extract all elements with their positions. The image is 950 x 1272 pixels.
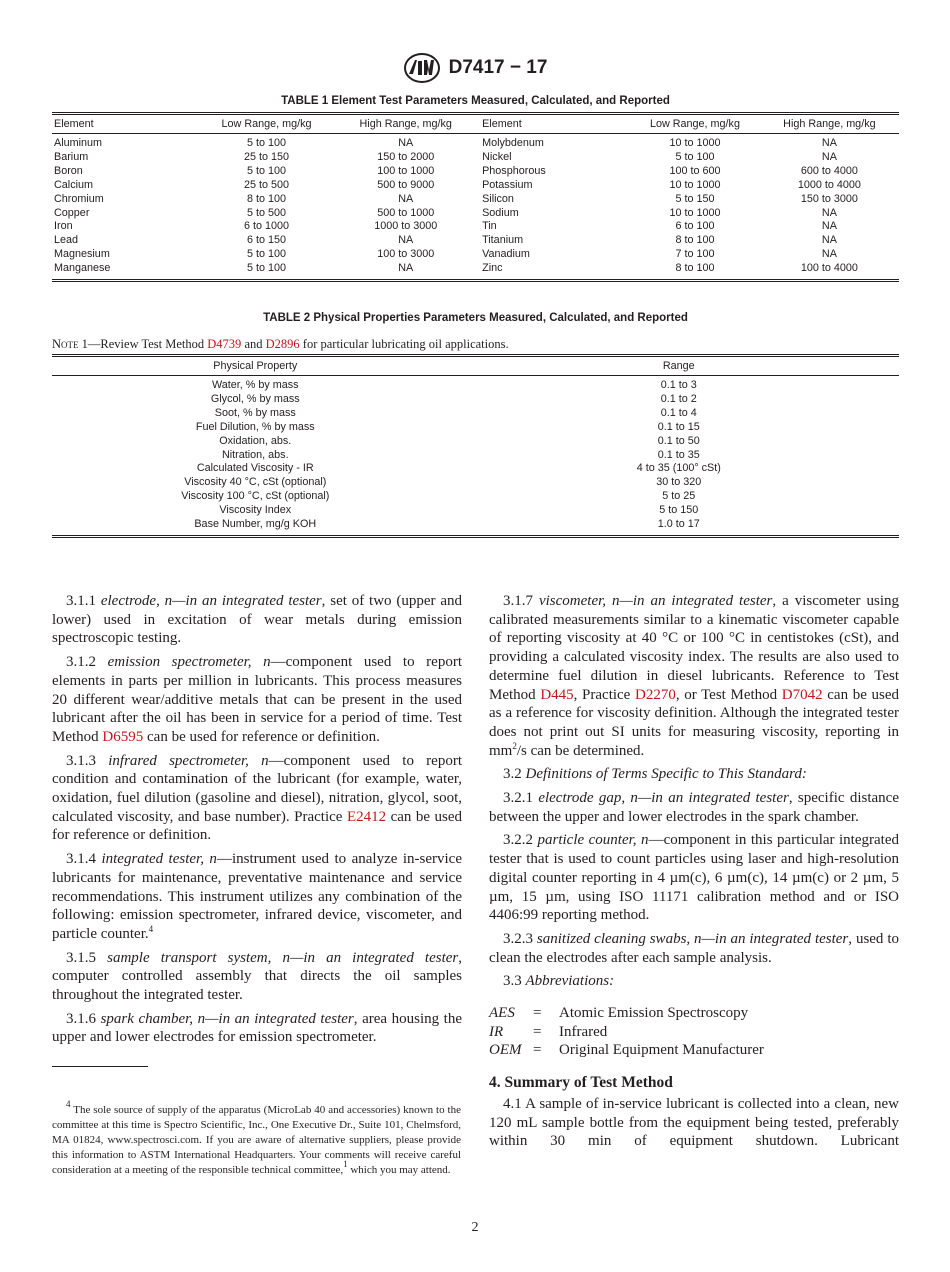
paragraph-text: 3.1.6 <box>66 1010 101 1027</box>
table-cell: Base Number, mg/g KOH <box>194 518 317 531</box>
table-cell: 100 to 1000 <box>377 164 435 177</box>
table-cell: Phosphorous <box>482 164 546 177</box>
table-cell: Manganese <box>54 262 111 275</box>
standard-link[interactable]: D2270 <box>634 686 676 703</box>
standard-link[interactable]: E2412 <box>346 808 387 825</box>
abbreviation-row <box>489 1023 899 1042</box>
abbreviation: IR <box>489 1023 504 1040</box>
note-text: for particular lubricating oil applications. <box>299 337 509 351</box>
abbreviation-row <box>489 1041 899 1060</box>
table-cell: Chromium <box>54 192 104 205</box>
table2-physical-properties <box>52 354 899 538</box>
table-row <box>52 504 899 518</box>
table-cell: NA <box>821 248 837 261</box>
table-row <box>52 248 899 262</box>
table2-header: Physical Property <box>213 360 298 372</box>
table-row <box>52 193 899 207</box>
table-cell: Silicon <box>482 192 514 205</box>
paragraph-text: , area housing the upper and lower electrodes for emission spectrometer. <box>52 1010 462 1046</box>
paragraph-text: can be used for reference or definition. <box>143 728 380 745</box>
table-cell: Iron <box>54 220 73 233</box>
table-row <box>52 151 899 165</box>
standard-link[interactable]: D6595 <box>102 728 144 745</box>
note-label: Note 1 <box>52 337 88 351</box>
table-cell: 5 to 150 <box>675 192 715 205</box>
table-cell: Water, % by mass <box>211 379 299 391</box>
table-cell: 10 to 1000 <box>669 178 721 191</box>
table2-caption: TABLE 2 Physical Properties Parameters Measured, Calculated, and Reported <box>263 312 688 324</box>
term-italic: electrode, n—in an integrated tester <box>100 593 322 609</box>
table-cell: Zinc <box>482 262 503 275</box>
link-d2896[interactable]: D2896 <box>265 337 300 351</box>
paragraph-text: —instrument used to analyze in-service lubricants for maintenance, preventative maintenance and service recommendations. This instrument utilizes any combination of the following: emission spectrometer, infrared device, viscometer, and particle counter. <box>52 851 462 942</box>
table1-header: Element <box>54 118 94 130</box>
table-cell: 500 to 9000 <box>377 178 435 191</box>
paragraph <box>52 592 462 648</box>
table1-header: Low Range, mg/kg <box>649 118 740 130</box>
table1-header: Element <box>482 118 522 130</box>
definition: Infrared <box>559 1023 608 1040</box>
table-cell: Copper <box>54 206 90 219</box>
table-cell: 30 to 320 <box>656 476 702 489</box>
table-row <box>52 165 899 179</box>
table-cell: 5 to 500 <box>247 206 287 219</box>
paragraph-text: /s can be determined. <box>516 742 645 759</box>
standard-link[interactable]: D7042 <box>781 686 823 703</box>
table-cell: Calcium <box>54 178 93 191</box>
table-cell: 1000 to 4000 <box>797 178 861 191</box>
table1-element-parameters <box>52 112 899 282</box>
table-cell: Aluminum <box>54 137 103 149</box>
table-cell: 0.1 to 3 <box>660 379 697 391</box>
paragraph <box>52 949 462 1005</box>
abbreviations-list <box>489 1004 899 1060</box>
table-cell: Barium <box>54 150 89 163</box>
standard-link[interactable]: D445 <box>540 686 574 703</box>
paragraph-text: , specific distance between the upper and lower electrodes in the spark chamber. <box>489 790 899 825</box>
abbreviation: OEM <box>489 1042 522 1059</box>
table-cell: NA <box>398 262 414 275</box>
table1-header: High Range, mg/kg <box>359 118 452 130</box>
table-cell: 100 to 600 <box>669 164 721 177</box>
table-row <box>52 376 899 393</box>
table-row <box>52 490 899 504</box>
paragraph <box>52 850 462 944</box>
paragraph-text: , a viscometer using calibrated measurements similar to a kinematic viscometer capable of reporting viscosity at 40 °C or 100 °C in centistokes (cSt), and providing a calculated viscosity index. The results are also used to determine fuel dilution in diesel lubricants. Reference to Test Method <box>489 593 899 703</box>
term-italic: sanitized cleaning swabs, n—in an integrated tester <box>536 930 849 947</box>
paragraph-text: 3.1.4 <box>66 851 102 868</box>
definition: Atomic Emission Spectroscopy <box>559 1005 749 1022</box>
paragraph-4-1: 4.1 A sample of in-service lubricant is collected into a clean, new 120 mL sample bottle from the equipment being tested, preferably within 30 min of equipment shutdown. Lubricant <box>489 1095 899 1150</box>
term-italic: emission spectrometer, n <box>107 654 271 671</box>
table-row <box>52 462 899 476</box>
table-cell: 10 to 1000 <box>669 137 721 149</box>
astm-logo-icon <box>403 52 441 84</box>
table-row <box>52 518 899 536</box>
paragraph <box>52 752 462 846</box>
table-cell: Molybdenum <box>482 137 544 149</box>
paragraph <box>52 653 462 747</box>
superscript: 2 <box>512 740 517 751</box>
table-cell: 150 to 2000 <box>377 150 435 163</box>
term-italic: electrode gap, n—in an integrated tester <box>538 790 789 807</box>
term-italic: particle counter, n <box>537 832 649 849</box>
table2-header: Range <box>662 360 695 372</box>
definition: Original Equipment Manufacturer <box>559 1042 764 1059</box>
table-cell: NA <box>398 192 414 205</box>
table-cell: Nitration, abs. <box>221 448 289 461</box>
table-cell: NA <box>821 220 837 233</box>
footnote-4 <box>52 1099 461 1178</box>
table-cell: Magnesium <box>54 248 110 261</box>
left-column <box>52 592 462 1052</box>
paragraph-text: , Practice <box>573 686 635 703</box>
table-row <box>52 407 899 421</box>
table1-header: High Range, mg/kg <box>783 118 876 130</box>
table-row <box>52 134 899 151</box>
table-cell: NA <box>398 234 414 247</box>
page-number: 2 <box>471 1220 479 1235</box>
table-cell: Soot, % by mass <box>214 406 296 419</box>
footnote-text: which you may attend. <box>347 1164 451 1176</box>
paragraph <box>489 592 899 760</box>
paragraph-text: 3.2.2 <box>503 832 538 849</box>
superscript: 4 <box>148 923 154 934</box>
table-row <box>52 393 899 407</box>
paragraph <box>489 930 899 967</box>
paragraph-text: , set of two (upper and lower) used in excitation of wear metals during emission spectroscopic testing. <box>52 593 463 647</box>
table1-caption: TABLE 1 Element Test Parameters Measured, Calculated, and Reported <box>281 95 670 107</box>
paragraph-text: , or Test Method <box>675 686 782 703</box>
paragraph <box>489 972 899 991</box>
equals: = <box>533 1023 542 1040</box>
equals: = <box>533 1042 542 1059</box>
table-row <box>52 179 899 193</box>
table-cell: 6 to 150 <box>247 234 287 247</box>
paragraph-text: can be used as a reference for viscosity definition. Although the integrated tester does not print out SI units for measuring viscosity, reporting in mm <box>489 686 899 759</box>
table-cell: NA <box>821 234 837 247</box>
table-cell: 8 to 100 <box>675 234 715 247</box>
term-italic: Abbreviations: <box>525 973 615 990</box>
table-row <box>52 234 899 248</box>
table-cell: 8 to 100 <box>247 192 287 205</box>
section-4-heading: 4. Summary of Test Method <box>489 1074 673 1092</box>
table-cell: Vanadium <box>482 248 530 261</box>
table-cell: 5 to 25 <box>662 490 696 503</box>
table-cell: 1000 to 3000 <box>374 220 438 233</box>
table-cell: Calculated Viscosity - IR <box>196 462 314 475</box>
table-cell: NA <box>398 137 414 149</box>
table-cell: 8 to 100 <box>675 262 715 275</box>
note-text: —Review Test Method <box>87 337 208 351</box>
table-cell: Glycol, % by mass <box>210 392 300 405</box>
table-cell: Sodium <box>482 206 519 219</box>
table-cell: 100 to 4000 <box>800 262 858 275</box>
term-italic: infrared spectrometer, n <box>108 752 269 769</box>
table-row <box>52 449 899 463</box>
table-cell: 6 to 1000 <box>244 220 290 233</box>
table-cell: Nickel <box>482 150 512 163</box>
term-italic: spark chamber, n—in an integrated tester <box>100 1010 354 1027</box>
paragraph-text: 3.3 <box>503 973 526 990</box>
table-cell: 7 to 100 <box>675 248 715 261</box>
table-cell: 10 to 1000 <box>669 206 721 219</box>
footnote-ref: 1 <box>343 1159 348 1169</box>
table-cell: Viscosity 40 °C, cSt (optional) <box>184 476 327 489</box>
paragraph-text: 3.2.1 <box>503 790 539 807</box>
paragraph <box>52 1010 462 1047</box>
table-cell: 500 to 1000 <box>377 206 435 219</box>
table-row <box>52 207 899 221</box>
table-row <box>52 476 899 490</box>
paragraph <box>489 789 899 826</box>
paragraph-text: 3.1.3 <box>66 752 109 769</box>
term-italic: sample transport system, n—in an integrated tester <box>107 949 459 966</box>
table-cell: 600 to 4000 <box>800 164 858 177</box>
footnote-text: The sole source of supply of the apparatus (MicroLab 40 and accessories) known to the committee at this time is Spectro Scientific, Inc., One Executive Dr., Suite 101, Chelmsford, MA 01824, www.spectrosci.com. If you are aware of alternative suppliers, please provide this information to ASTM International Headquarters. Your comments will receive careful consideration at a meeting of the responsible technical committee, <box>52 1104 461 1176</box>
paragraph-text: 3.1.7 <box>503 593 539 609</box>
table-cell: 5 to 100 <box>247 137 287 149</box>
link-d4739[interactable]: D4739 <box>207 337 242 351</box>
table-cell: 5 to 100 <box>675 150 715 163</box>
paragraph-text: , used to clean the electrodes after each sample analysis. <box>489 930 900 966</box>
table-cell: NA <box>821 206 837 219</box>
table-cell: Boron <box>54 164 83 177</box>
table-cell: 4 to 35 (100° cSt) <box>636 462 721 475</box>
paragraph-text: —component used to report condition and contamination of the lubricant (for example, water, oxidation, fuel dilution (gasoline and diesel), nitration, glycol, soot, calculated viscosity, and base number). Practice <box>52 752 462 825</box>
note-text: and <box>241 337 266 351</box>
term-italic: viscometer, n—in an integrated tester <box>538 593 773 609</box>
abbreviation-row <box>489 1004 899 1023</box>
table-cell: 150 to 3000 <box>800 192 858 205</box>
table-row <box>52 262 899 280</box>
table-cell: Lead <box>54 234 79 247</box>
equals: = <box>533 1005 542 1022</box>
table2-note <box>52 337 509 352</box>
paragraph-text: 3.2 <box>503 766 526 783</box>
paragraph-text: 3.2.3 <box>503 930 537 947</box>
table-cell: 25 to 150 <box>244 150 290 163</box>
table-cell: 0.1 to 35 <box>657 448 700 461</box>
table-cell: 5 to 150 <box>659 504 699 517</box>
table-cell: 6 to 100 <box>675 220 715 233</box>
term-italic: Definitions of Terms Specific to This Standard: <box>525 766 807 783</box>
paragraph-text: —component used to report elements in parts per million in lubricants. This process measures 20 different wear/additive metals that can be present in the used lubricant after the oil has been in service for a period of time. Test Method <box>52 654 462 745</box>
document-code: D7417 − 17 <box>448 57 548 78</box>
paragraph-text: —component in this particular integrated tester that is used to count particles using laser and high-resolution digital counter reporting in 4 µm(c), 6 µm(c), 14 µm(c) or 2 µm, 5 µm, 15 µm, using ISO 11171 calibration method and or ISO 4406:99 reporting method. <box>489 832 899 924</box>
table1-header: Low Range, mg/kg <box>221 118 312 130</box>
table-cell: 5 to 100 <box>247 248 287 261</box>
table-row <box>52 220 899 234</box>
footnote-mark: 4 <box>66 1099 71 1109</box>
table-cell: Viscosity 100 °C, cSt (optional) <box>181 490 330 503</box>
term-italic: integrated tester, n <box>101 851 217 868</box>
paragraph <box>489 765 899 784</box>
table-row <box>52 421 899 435</box>
table-cell: NA <box>821 137 837 149</box>
table-cell: NA <box>821 150 837 163</box>
table-cell: 100 to 3000 <box>377 248 435 261</box>
page-header <box>0 52 950 84</box>
paragraph-text: 3.1.5 <box>66 949 108 966</box>
table-cell: Tin <box>482 220 497 233</box>
paragraph-text: can be used for reference or definition. <box>52 808 462 844</box>
footnote-divider <box>52 1066 148 1067</box>
table-cell: Potassium <box>482 178 533 191</box>
table-cell: Titanium <box>482 234 524 247</box>
table-cell: 0.1 to 15 <box>657 420 700 433</box>
table-cell: 0.1 to 4 <box>660 406 697 419</box>
table-cell: 25 to 500 <box>244 178 290 191</box>
table-cell: Oxidation, abs. <box>219 434 292 447</box>
abbreviation: AES <box>489 1005 515 1022</box>
paragraph-text: 3.1.1 <box>66 593 101 609</box>
table-cell: Fuel Dilution, % by mass <box>195 420 315 433</box>
table-cell: 5 to 100 <box>247 164 287 177</box>
table-row <box>52 435 899 449</box>
paragraph-text: 3.1.2 <box>66 654 108 671</box>
table-cell: 0.1 to 50 <box>657 434 700 447</box>
table-cell: 5 to 100 <box>247 262 287 275</box>
table-cell: 1.0 to 17 <box>657 518 700 531</box>
paragraph <box>489 831 899 925</box>
paragraph-text: , computer controlled assembly that directs the oil samples throughout the integrated tester. <box>52 949 463 1004</box>
right-column <box>489 592 899 1156</box>
table-cell: 0.1 to 2 <box>660 392 697 405</box>
table-cell: Viscosity Index <box>219 504 292 517</box>
